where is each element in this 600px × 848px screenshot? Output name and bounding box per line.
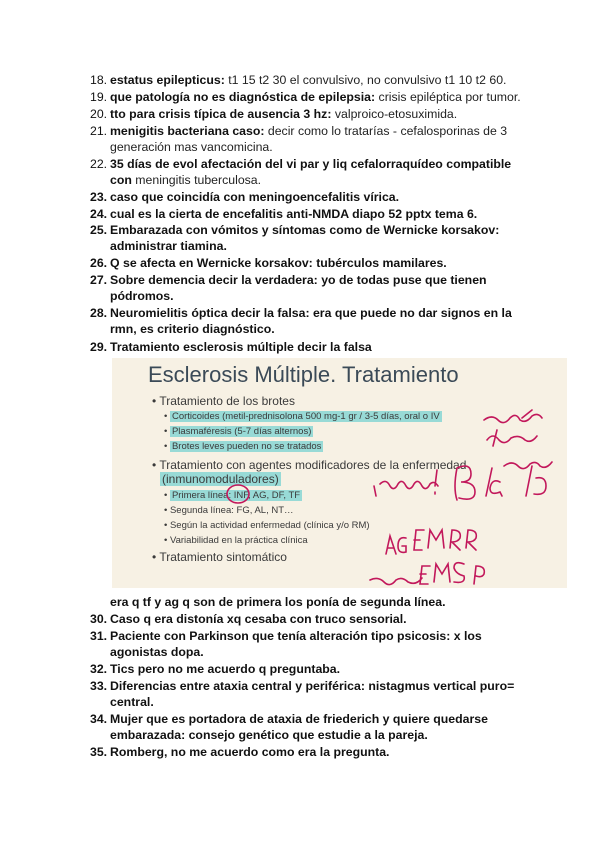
list-item-answer: valproico-etosuximida. bbox=[331, 107, 458, 121]
slide-bullet-sintomatico: • Tratamiento sintomático bbox=[152, 550, 287, 564]
list-item bbox=[90, 206, 530, 222]
slide-sub-segunda-linea: • Segunda línea: FG, AL, NT… bbox=[164, 505, 294, 516]
list-item-text: Tics pero no me acuerdo q preguntaba. bbox=[110, 662, 341, 676]
list-item-number: 28. bbox=[90, 306, 108, 320]
list-item-number: 19. bbox=[90, 90, 108, 104]
slide-bullet-modificadores: • Tratamiento con agentes modificadores de la enfermedad bbox=[152, 458, 467, 472]
list-item-question: Q se afecta en Wernicke korsakov: tubérculos mamilares. bbox=[110, 256, 447, 270]
list-item-number: 24. bbox=[90, 207, 108, 221]
list-item-question: Tratamiento esclerosis múltiple decir la falsa bbox=[110, 340, 372, 354]
list-item-number: 20. bbox=[90, 107, 108, 121]
list-item bbox=[90, 72, 530, 88]
list-item-answer: meningitis tuberculosa. bbox=[131, 173, 262, 188]
slide-bullet-inmunomoduladores: (inmunomoduladores) bbox=[162, 472, 279, 486]
slide-title: Esclerosis Múltiple. Tratamiento bbox=[148, 362, 459, 387]
slide-image bbox=[112, 358, 567, 588]
list-item-text: Paciente con Parkinson que tenía alteración tipo psicosis: x los agonistas dopa. bbox=[110, 629, 482, 660]
list-item-number: 26. bbox=[90, 256, 108, 270]
slide-sub-brotes-leves: • Brotes leves pueden no se tratados bbox=[164, 441, 322, 452]
list-item-number: 33. bbox=[90, 679, 108, 693]
slide-bullet-brotes: • Tratamiento de los brotes bbox=[152, 394, 295, 408]
list-item-question: Embarazada con vómitos y síntomas como de Wernicke korsakov: administrar tiamina. bbox=[110, 223, 500, 254]
list-item bbox=[90, 255, 530, 271]
list-item-number: 35. bbox=[90, 745, 108, 759]
list-item-number: 22. bbox=[90, 157, 108, 171]
list-item-question: menigitis bacteriana caso: bbox=[110, 124, 265, 138]
list-item bbox=[90, 339, 530, 355]
list-item-question: tto para crisis típica de ausencia 3 hz: bbox=[110, 107, 332, 121]
list-item-answer: t1 15 t2 30 el convulsivo, no convulsivo t1 10 t2 60. bbox=[224, 73, 507, 87]
list-item bbox=[90, 106, 530, 122]
list-item bbox=[90, 744, 530, 760]
list-item-number: 34. bbox=[90, 712, 108, 726]
list-item bbox=[90, 222, 530, 255]
list-item-text: Romberg, no me acuerdo como era la pregunta. bbox=[110, 745, 390, 759]
list-item-number: 32. bbox=[90, 662, 108, 676]
slide-sub-primera-linea: • Primera línea: INF, AG, DF, TF bbox=[164, 490, 301, 501]
list-item-number: 29. bbox=[90, 340, 108, 354]
list-item bbox=[90, 189, 530, 205]
list-item-text: Caso q era distonía xq cesaba con truco sensorial. bbox=[110, 612, 407, 626]
list-item-number: 21. bbox=[90, 124, 108, 138]
list-item-question: Sobre demencia decir la verdadera: yo de todas puse que tienen pódromos. bbox=[110, 273, 487, 304]
list-item bbox=[90, 305, 530, 338]
slide-followup-text: era q tf y ag q son de primera los ponía de segunda línea. bbox=[110, 595, 446, 609]
list-item-number: 25. bbox=[90, 223, 108, 237]
slide-sub-corticoides: • Corticoides (metil-prednisolona 500 mg-1 gr / 3-5 días, oral o IV bbox=[164, 411, 440, 422]
slide-sub-plasmaferesis: • Plasmaféresis (5-7 días alternos) bbox=[164, 426, 312, 437]
slide-sub-variabilidad: • Variabilidad en la práctica clínica bbox=[164, 535, 308, 546]
list-item bbox=[90, 156, 530, 189]
list-item-answer: crisis epiléptica por tumor. bbox=[375, 90, 521, 104]
handwritten-annotations bbox=[112, 358, 567, 588]
list-item-question: estatus epilepticus: bbox=[110, 73, 225, 87]
list-item-number: 23. bbox=[90, 190, 108, 204]
list-item-question: cual es la cierta de encefalitis anti-NMDA diapo 52 pptx tema 6. bbox=[110, 207, 478, 221]
list-item-question: caso que coincidía con meningoencefalitis vírica. bbox=[110, 190, 400, 204]
list-item-text: Diferencias entre ataxia central y periférica: nistagmus vertical puro= central. bbox=[110, 679, 515, 710]
list-item bbox=[90, 628, 530, 661]
list-item-number: 27. bbox=[90, 273, 108, 287]
list-item bbox=[90, 272, 530, 305]
list-item-number: 30. bbox=[90, 612, 108, 626]
list-item-text: Mujer que es portadora de ataxia de friederich y quiere quedarse embarazada: consejo genético que estudie a la pareja. bbox=[110, 712, 488, 743]
list-item-answer: decir como lo tratarías - cefalosporinas de 3 generación mas vancomicina. bbox=[110, 124, 508, 155]
list-item bbox=[90, 89, 530, 105]
list-item-number: 31. bbox=[90, 629, 108, 643]
list-item bbox=[90, 661, 530, 677]
list-item-question: 35 días de evol afectación del vi par y liq cefalorraquídeo compatible con bbox=[110, 157, 512, 188]
list-item bbox=[90, 678, 530, 711]
list-item bbox=[90, 611, 530, 627]
list-item-question: que patología no es diagnóstica de epilepsia: bbox=[110, 90, 376, 104]
list-item bbox=[90, 711, 530, 744]
list-item-number: 18. bbox=[90, 73, 108, 87]
list-item-question: Neuromielitis óptica decir la falsa: era que puede no dar signos en la rmn, es criterio diagnóstico. bbox=[110, 306, 512, 337]
list-item bbox=[90, 123, 530, 156]
slide-sub-actividad: • Según la actividad enfermedad (clínica y/o RM) bbox=[164, 520, 370, 531]
